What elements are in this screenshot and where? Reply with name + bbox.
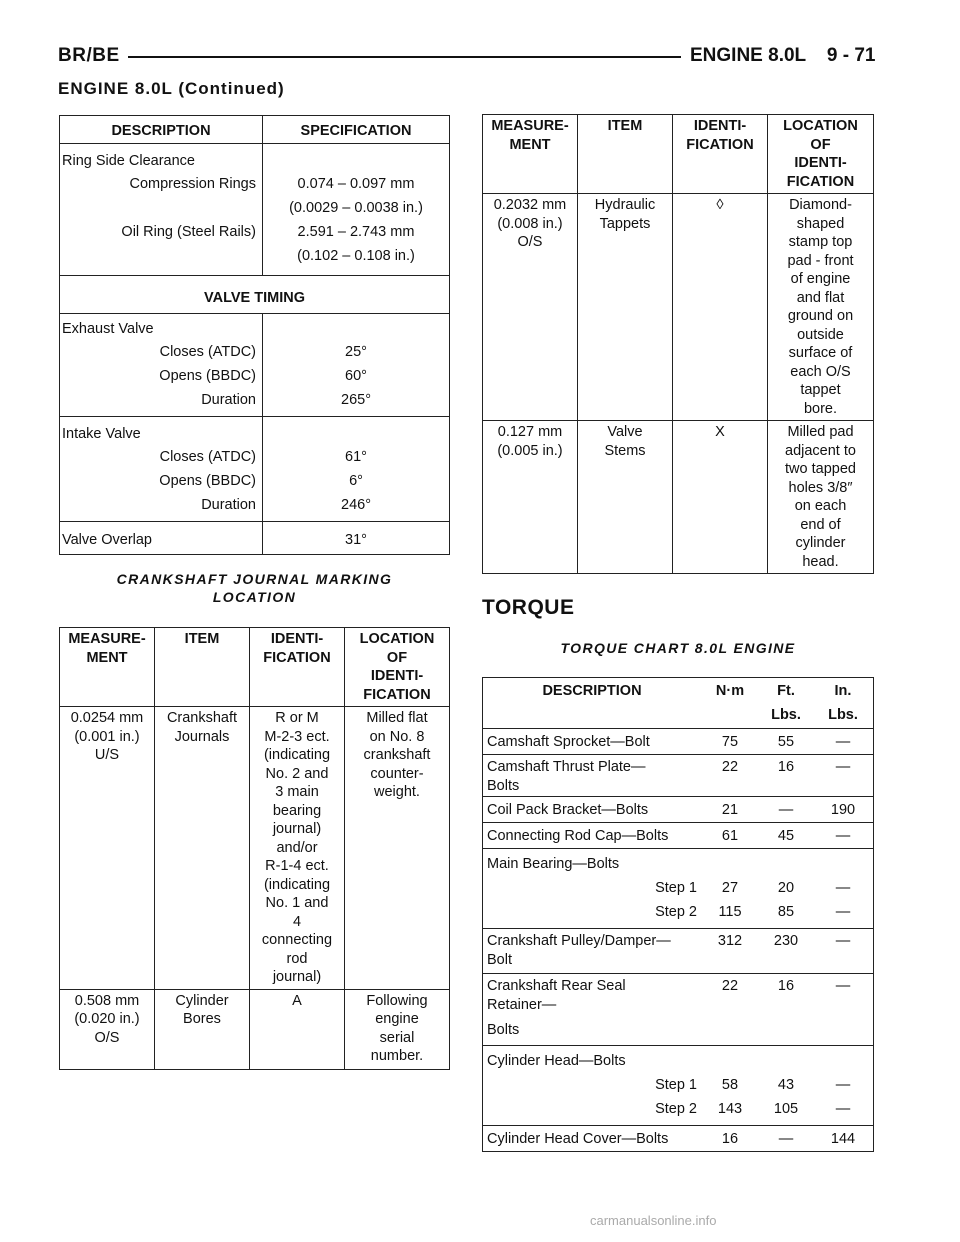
spec-value: 25° [263, 339, 450, 363]
torque-table [482, 677, 874, 1152]
header-location: LOCATION OF IDENTI- FICATION [345, 628, 450, 707]
spec-header-description: DESCRIPTION [60, 116, 263, 144]
cell-measurement: 0.2032 mm (0.008 in.) O/S [483, 194, 578, 421]
header-left: BR/BE [58, 45, 120, 66]
footer-watermark[interactable]: carmanualsonline.info [590, 1213, 717, 1228]
header-item: ITEM [578, 115, 673, 194]
torque-heading: TORQUE [482, 596, 575, 619]
cell-measurement: 0.508 mm (0.020 in.) O/S [60, 989, 155, 1069]
table-row [483, 421, 874, 574]
crankshaft-marking-title [59, 570, 450, 606]
header-right: ENGINE 8.0L 9 - 71 [690, 45, 876, 66]
spec-desc: Duration [60, 492, 263, 522]
cell-measurement: 0.127 mm (0.005 in.) [483, 421, 578, 574]
spec-desc: Duration [60, 387, 263, 417]
valve-overlap-value: 31° [263, 522, 450, 555]
spec-desc: Oil Ring (Steel Rails) [60, 219, 263, 243]
cell-location: Milled flat on No. 8 crankshaft counter- weight. [345, 707, 450, 990]
table-row: Camshaft Thrust Plate— Bolts 22 16 — [483, 755, 874, 797]
valve-timing-title: VALVE TIMING [60, 276, 450, 314]
spec-value: 2.591 – 2.743 mm [263, 219, 450, 243]
crankshaft-title-line2: LOCATION [212, 589, 297, 605]
table-row [60, 989, 450, 1069]
spec-desc: Closes (ATDC) [60, 444, 263, 468]
table-row [60, 707, 450, 990]
torque-chart-title: TORQUE CHART 8.0L ENGINE [560, 640, 796, 656]
exhaust-valve-label: Exhaust Valve [60, 314, 263, 339]
spec-value: (0.0029 – 0.0038 in.) [263, 195, 450, 219]
header-measurement: MEASURE- MENT [483, 115, 578, 194]
spec-desc: Opens (BBDC) [60, 468, 263, 492]
table-row: Cylinder Head—Bolts Step 1 Step 2 58 143 43 105 — — [483, 1045, 874, 1125]
spec-value: 61° [263, 444, 450, 468]
table-row: Crankshaft Pulley/Damper— Bolt 312 230 — [483, 929, 874, 974]
header-item: ITEM [155, 628, 250, 707]
header-rule [128, 56, 681, 58]
cell-item: Crankshaft Journals [155, 707, 250, 990]
crankshaft-marking-table [59, 627, 450, 1070]
cell-identification [673, 194, 768, 421]
torque-header-ft-lbs: Ft. Lbs. [759, 678, 813, 729]
torque-header-in-lbs: In. Lbs. [813, 678, 874, 729]
table-row: Coil Pack Bracket—Bolts 21 — 190 [483, 797, 874, 823]
spec-value: 6° [263, 468, 450, 492]
cell-item: Hydraulic Tappets [578, 194, 673, 421]
spec-value: 246° [263, 492, 450, 522]
diamond-icon: ◊ [716, 197, 724, 213]
spec-header-specification: SPECIFICATION [263, 116, 450, 144]
ring-side-label: Ring Side Clearance [60, 144, 263, 171]
page-subtitle: ENGINE 8.0L (Continued) [58, 79, 285, 98]
cell-identification: X [673, 421, 768, 574]
spec-desc: Closes (ATDC) [60, 339, 263, 363]
table-row [483, 194, 874, 421]
intake-valve-label: Intake Valve [60, 417, 263, 444]
table-row: Main Bearing—Bolts Step 1 Step 2 27 115 20 85 — — [483, 849, 874, 929]
header-measurement: MEASURE- MENT [60, 628, 155, 707]
table-row: Connecting Rod Cap—Bolts 61 45 — [483, 823, 874, 849]
crankshaft-title-line1: CRANKSHAFT JOURNAL MARKING [116, 571, 393, 587]
spec-table [59, 115, 450, 555]
spec-desc: Opens (BBDC) [60, 363, 263, 387]
cell-location: Diamond- shaped stamp top pad - front of engine and flat ground on outside surface of each O/S tappet bore. [768, 194, 874, 421]
cell-identification: A [250, 989, 345, 1069]
cell-item: Cylinder Bores [155, 989, 250, 1069]
torque-header-description: DESCRIPTION [483, 678, 702, 729]
spec-value: 0.074 – 0.097 mm [263, 171, 450, 195]
table-row: Crankshaft Rear Seal Retainer— Bolts 22 16 — [483, 974, 874, 1046]
header-location: LOCATION OF IDENTI- FICATION [768, 115, 874, 194]
cell-item: Valve Stems [578, 421, 673, 574]
cell-location: Following engine serial number. [345, 989, 450, 1069]
table-row: Camshaft Sprocket—Bolt 75 55 — [483, 729, 874, 755]
spec-value: 60° [263, 363, 450, 387]
tappet-marking-table [482, 114, 874, 574]
spec-value: 265° [263, 387, 450, 417]
header-identification: IDENTI- FICATION [250, 628, 345, 707]
cell-measurement: 0.0254 mm (0.001 in.) U/S [60, 707, 155, 990]
cell-location: Milled pad adjacent to two tapped holes 3/8″ on each end of cylinder head. [768, 421, 874, 574]
spec-desc: Compression Rings [60, 171, 263, 195]
spec-value: (0.102 – 0.108 in.) [263, 243, 450, 276]
table-row: Cylinder Head Cover—Bolts 16 — 144 [483, 1125, 874, 1151]
header-identification: IDENTI- FICATION [673, 115, 768, 194]
cell-identification: R or M M-2-3 ect. (indicating No. 2 and 3 main bearing journal) and/or R-1-4 ect. (indicating No. 1 and 4 connecting rod journal) [250, 707, 345, 990]
torque-header-nm: N·m [701, 678, 759, 729]
valve-overlap-label: Valve Overlap [60, 522, 263, 555]
